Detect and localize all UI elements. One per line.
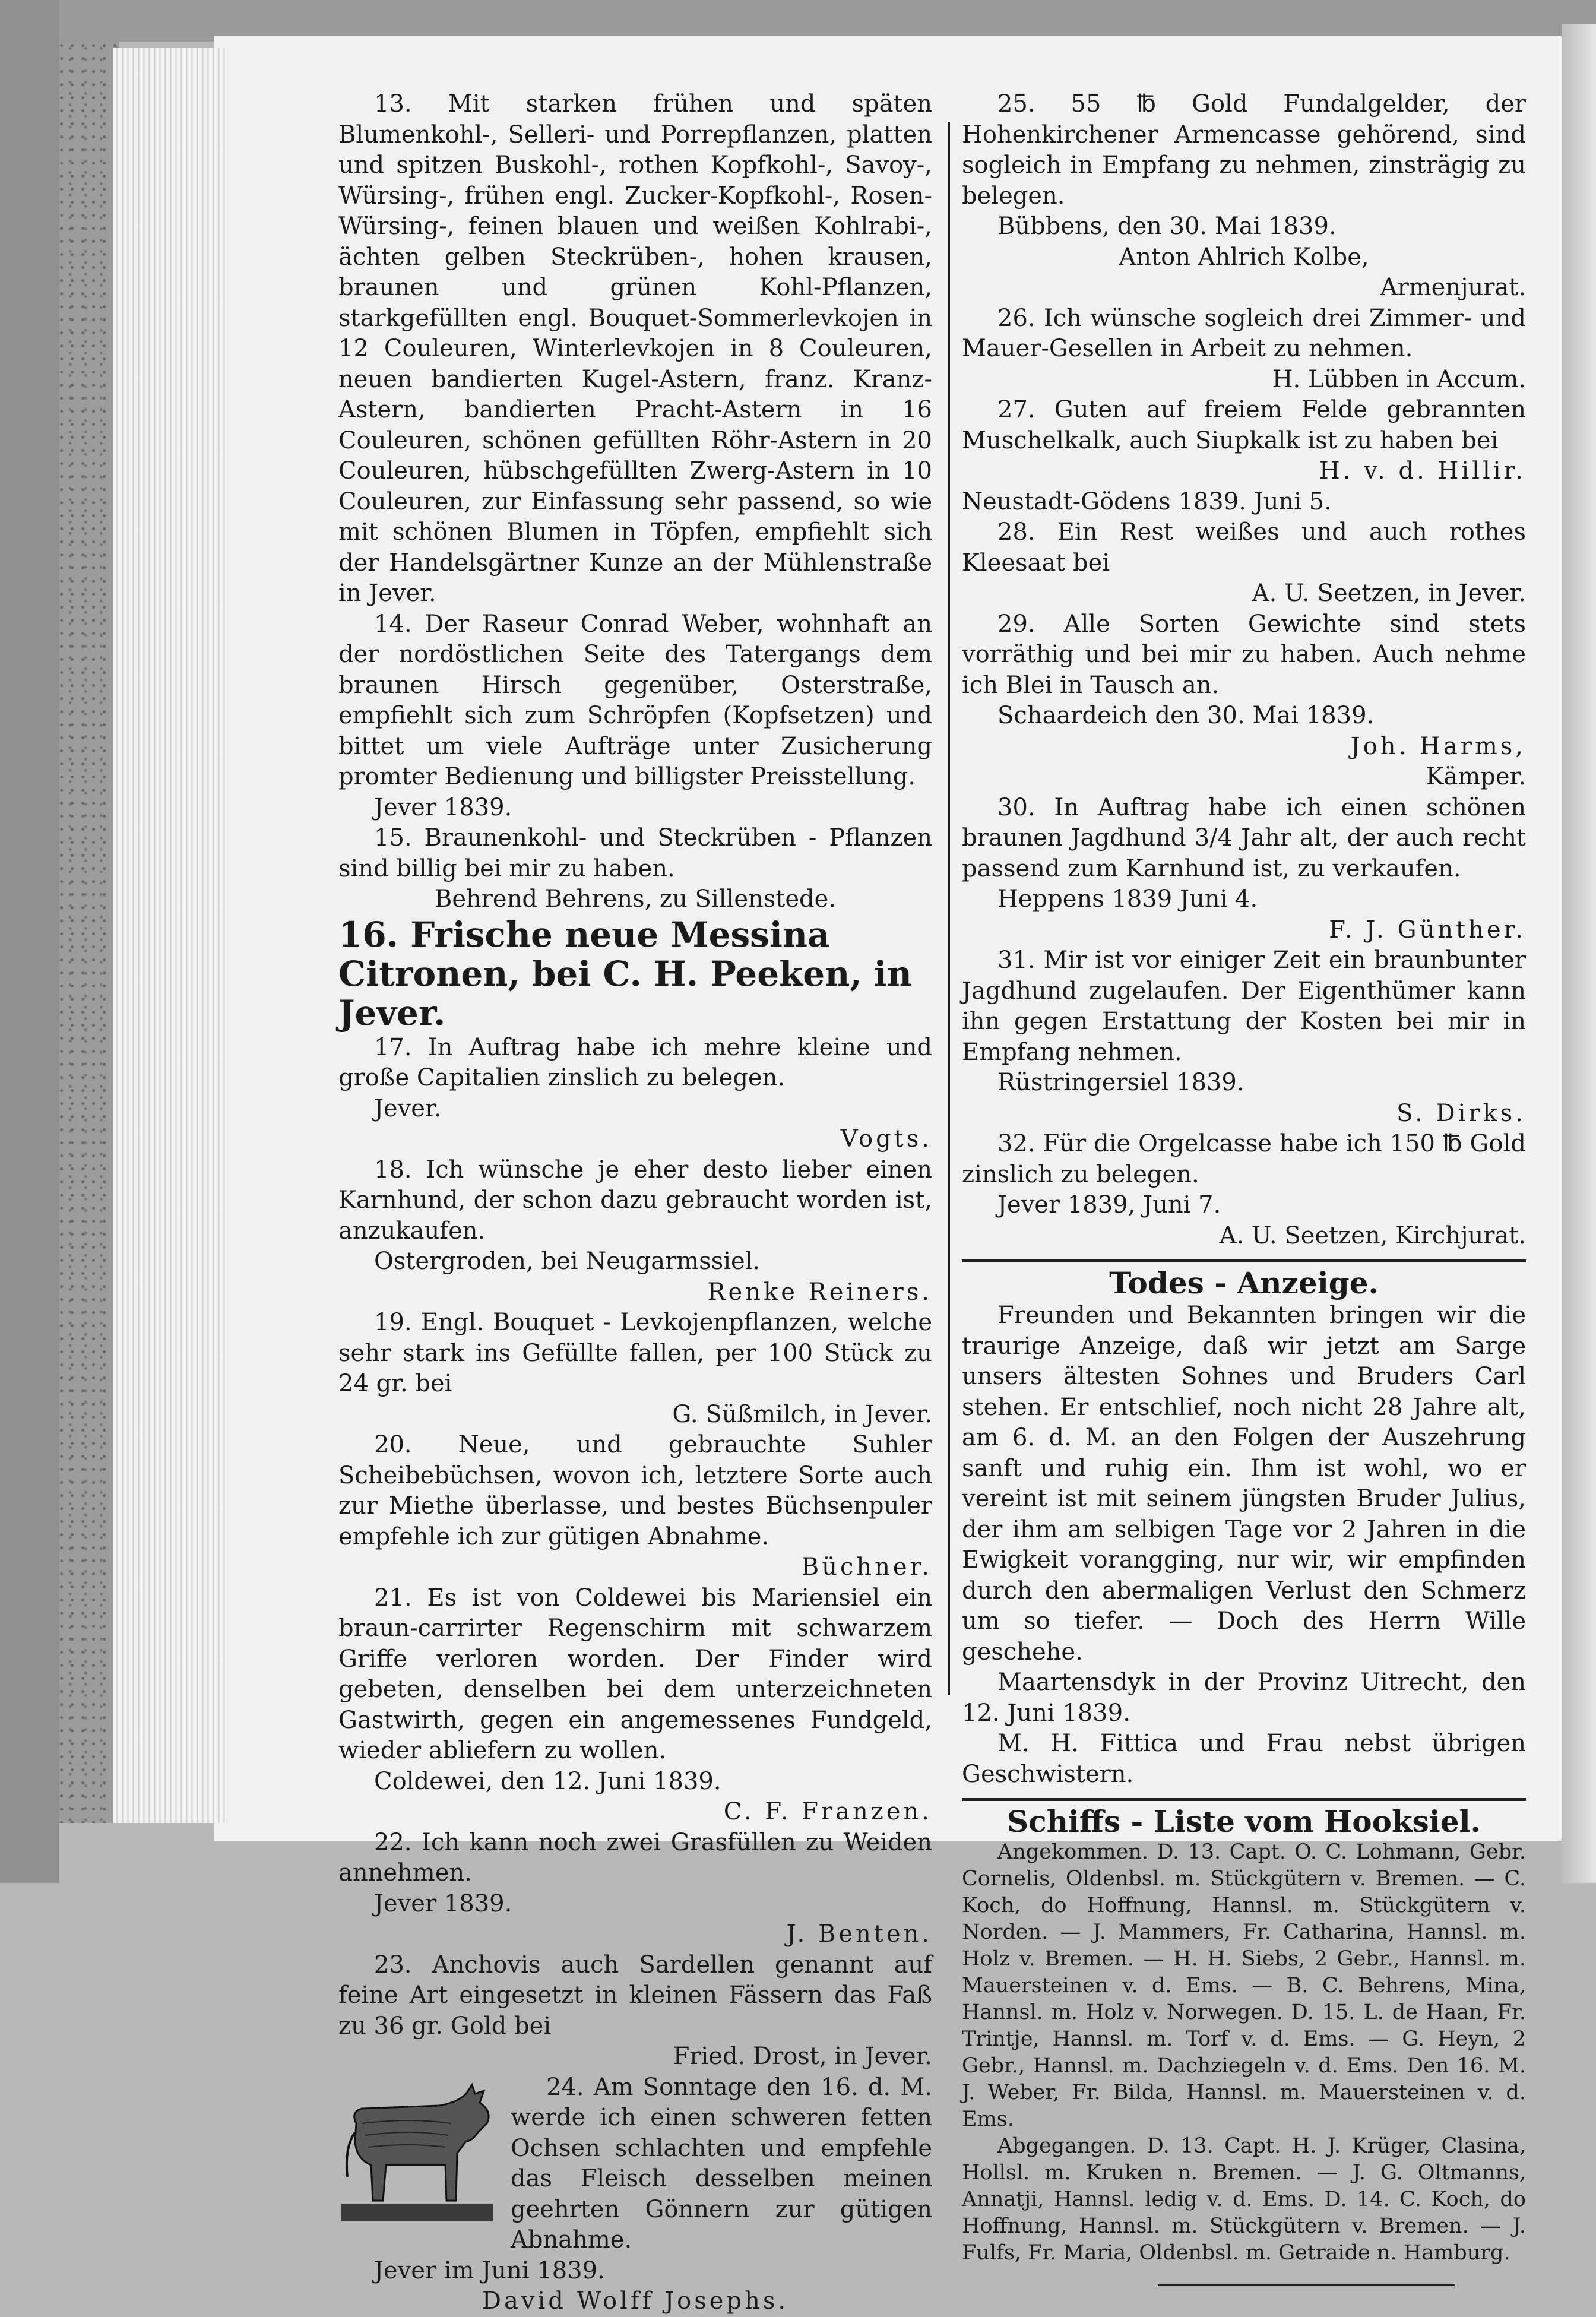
ad-28: 28. Ein Rest weißes und auch rothes Kleesaat bei	[962, 518, 1526, 577]
death-notice-signature: M. H. Fittica und Frau nebst übrigen Geschwistern.	[962, 1730, 1526, 1788]
left-column	[338, 89, 932, 2317]
ad-25-role: Armenjurat.	[1380, 274, 1526, 301]
ad-25: 25. 55 ℔ Gold Fundalgelder, der Hohenkirchener Armencasse gehörend, sind sogleich in Empfang zu nehmen, zinsträgig zu belegen.	[962, 90, 1526, 210]
end-rule	[1158, 2284, 1455, 2286]
ad-25-place: Bübbens, den 30. Mai 1839.	[998, 213, 1337, 240]
ad-31-place: Rüstringersiel 1839.	[998, 1069, 1244, 1096]
ad-14-place: Jever 1839.	[374, 793, 512, 821]
ad-21: 21. Es ist von Coldewei bis Mariensiel ein braun-carrirter Regenschirm mit schwarzem Griffe verloren worden. Der Finder wird gebeten, denselben bei dem unterzeichneten Gastwirth, gegen ein angemessenes Fundgeld, wieder abliefern zu wollen.	[338, 1584, 932, 1764]
ad-17: 17. In Auftrag habe ich mehre kleine und große Capitalien zinslich zu belegen.	[338, 1033, 932, 1091]
ad-30-place: Heppens 1839 Juni 4.	[998, 885, 1258, 913]
ad-28-signature: A. U. Seetzen, in Jever.	[1252, 580, 1526, 607]
ad-17-place: Jever.	[374, 1094, 442, 1122]
book-cover-edge	[59, 42, 119, 1823]
ad-22-place: Jever 1839.	[374, 1889, 512, 1917]
ad-23: 23. Anchovis auch Sardellen genannt auf feine Art eingesetzt in kleinen Fässern das Faß zu 36 gr. Gold bei	[338, 1951, 932, 2040]
book-gutter	[1562, 24, 1596, 1883]
ad-29-role: Kämper.	[1426, 763, 1526, 790]
ad-26-signature: H. Lübben in Accum.	[1272, 365, 1526, 393]
column-divider	[948, 122, 950, 1695]
scan-background-left	[0, 0, 59, 1883]
ad-15-signature: Behrend Behrens, zu Sillenstede.	[434, 885, 837, 913]
death-notice-heading: Todes - Anzeige.	[1109, 1265, 1379, 1300]
section-rule	[962, 1798, 1526, 1801]
ad-30-signature: F. J. Günther.	[1329, 916, 1526, 944]
ad-22-signature: J. Benten.	[786, 1920, 932, 1948]
ad-32-signature: A. U. Seetzen, Kirchjurat.	[1219, 1221, 1526, 1249]
ship-list-departed: Abgegangen. D. 13. Capt. H. J. Krüger, Clasina, Hollsl. m. Kruken n. Bremen. — J. G. Oltmanns, Annatji, Hannsl. ledig v. d. Ems. D. 14. C. Koch, do Hoffnung, Hannsl. m. Stückgütern v. Bremen. — J. Fulfs, Fr. Maria, Oldenbsl. m. Getraide n. Hamburg.	[962, 2134, 1526, 2265]
ad-32: 32. Für die Orgelcasse habe ich 150 ℔ Gold zinslich zu belegen.	[962, 1130, 1526, 1188]
ship-list-heading: Schiffs - Liste vom Hooksiel.	[1007, 1804, 1481, 1839]
ad-26: 26. Ich wünsche sogleich drei Zimmer- und Mauer-Gesellen in Arbeit zu nehmen.	[962, 304, 1526, 362]
ad-20: 20. Neue, und gebrauchte Suhler Scheibebüchsen, wovon ich, letztere Sorte auch zur Miethe überlasse, und bestes Büchsenpuler empfehle ich zur gütigen Abnahme.	[338, 1431, 932, 1550]
ad-30: 30. In Auftrag habe ich einen schönen braunen Jagdhund 3/4 Jahr alt, der auch recht passend zum Karnhund ist, zu verkaufen.	[962, 793, 1526, 882]
ad-16: 16. Frische neue Messina Citronen, bei C. H. Peeken, in Jever.	[338, 914, 912, 1033]
ad-19: 19. Engl. Bouquet - Levkojenpflanzen, welche sehr stark ins Gefüllte fallen, per 100 Stück zu 24 gr. bei	[338, 1309, 932, 1397]
ad-24-signature: David Wolff Josephs.	[482, 2287, 789, 2315]
ad-22: 22. Ich kann noch zwei Grasfüllen zu Weiden annehmen.	[338, 1828, 932, 1886]
death-notice-text: Freunden und Bekannten bringen wir die traurige Anzeige, daß wir jetzt am Sarge unsers ältesten Sohnes und Bruders Carl stehen. Er entschlief, noch nicht 28 Jahre alt, am 6. d. M. an den Folgen der Auszehrung sanft und ruhig ein. Ihm ist wohl, wo er vereint ist mit seinem jüngsten Bruder Julius, der ihm am selbigen Tage vor 2 Jahren in die Ewigkeit vorangging, nur wir, wir empfinden durch den abermaligen Verlust den Schmerz um so tiefer. — Doch des Herrn Wille geschehe.	[962, 1302, 1526, 1666]
ad-27-signature: H. v. d. Hillir.	[1319, 457, 1526, 485]
ad-18-signature: Renke Reiners.	[707, 1278, 932, 1306]
ad-31-signature: S. Dirks.	[1396, 1099, 1526, 1127]
ad-29-signature: Joh. Harms,	[1350, 732, 1526, 760]
death-notice-place: Maartensdyk in der Provinz Uitrecht, den 12. Juni 1839.	[962, 1669, 1526, 1727]
ad-24-place: Jever im Juni 1839.	[374, 2256, 605, 2284]
ad-18: 18. Ich wünsche je eher desto lieber einen Karnhund, der schon dazu gebraucht worden ist, anzukaufen.	[338, 1156, 932, 1245]
ad-32-place: Jever 1839, Juni 7.	[998, 1191, 1221, 1218]
ad-27-place: Neustadt-Gödens 1839. Juni 5.	[962, 488, 1332, 515]
ad-27: 27. Guten auf freiem Felde gebrannten Muschelkalk, auch Siupkalk ist zu haben bei	[962, 396, 1526, 454]
ad-17-signature: Vogts.	[840, 1125, 932, 1153]
ad-29-place: Schaardeich den 30. Mai 1839.	[998, 702, 1375, 729]
ad-24-block	[338, 2072, 932, 2256]
ad-20-signature: Büchner.	[801, 1553, 932, 1581]
ad-13: 13. Mit starken frühen und späten Blumenkohl-, Selleri- und Porrepflanzen, platten und spitzen Buskohl-, rothen Kopfkohl-, Savoy-, Würsing-, frühen engl. Zucker-Kopfkohl-, Rosen-Würsing-, feinen blauen und weißen Kohlrabi-, ächten gelben Steckrüben-, hohen krausen, braunen und grünen Kohl-Pflanzen, starkgefüllten engl. Bouquet-Sommerlevkojen in 12 Couleuren, Winterlevkojen in 8 Couleuren, neuen bandierten Kugel-Astern, franz. Kranz-Astern, bandierten Pracht-Astern in 16 Couleuren, schönen gefüllten Röhr-Astern in 20 Couleuren, hübschgefüllten Zwerg-Astern in 10 Couleuren, zur Einfassung sehr passend, so wie mit schönen Blumen in Töpfen, empfiehlt sich der Handelsgärtner Kunze an der Mühlenstraße in Jever.	[338, 90, 932, 607]
ad-25-signature: Anton Ahlrich Kolbe,	[1119, 243, 1369, 271]
ad-24: 24. Am Sonntage den 16. d. M. werde ich einen schweren fetten Ochsen schlachten und empfehle das Fleisch desselben meinen geehrten Gönnern zur gütigen Abnahme.	[511, 2073, 932, 2253]
ox-woodcut-image	[338, 2076, 499, 2224]
section-rule	[962, 1259, 1526, 1262]
ad-15: 15. Braunenkohl- und Steckrüben - Pflanzen sind billig bei mir zu haben.	[338, 824, 932, 882]
ad-19-signature: G. Süßmilch, in Jever.	[672, 1400, 932, 1428]
ship-list-arrived: Angekommen. D. 13. Capt. O. C. Lohmann, Gebr. Cornelis, Oldenbsl. m. Stückgütern v. Bremen. — C. Koch, do Hoffnung, Hannsl. m. Stückgütern v. Norden. — J. Mammers, Fr. Catharina, Hannsl. m. Holz v. Bremen. — H. H. Siebs, 2 Gebr., Hannsl. m. Mauersteinen v. d. Ems. — B. C. Behrens, Mina, Hannsl. m. Holz v. Norwegen. D. 15. L. de Haan, Fr. Trintje, Hannsl. m. Torf v. d. Ems. — G. Heyn, 2 Gebr., Hannsl. m. Dachziegeln v. d. Ems. Den 16. M. J. Weber, Fr. Bilda, Hannsl. m. Mauersteinen v. d. Ems.	[962, 1840, 1526, 2131]
ad-18-place: Ostergroden, bei Neugarmssiel.	[374, 1248, 761, 1275]
ad-21-signature: C. F. Franzen.	[723, 1798, 932, 1825]
ad-23-signature: Fried. Drost, in Jever.	[673, 2043, 932, 2070]
ad-21-place: Coldewei, den 12. Juni 1839.	[374, 1767, 721, 1795]
ad-31: 31. Mir ist vor einiger Zeit ein braunbunter Jagdhund zugelaufen. Der Eigenthümer kann ihn gegen Erstattung der Kosten bei mir in Empfang nehmen.	[962, 947, 1526, 1066]
ad-29: 29. Alle Sorten Gewichte sind stets vorräthig und bei mir zu haben. Auch nehme ich Blei in Tausch an.	[962, 610, 1526, 699]
right-column	[962, 89, 1526, 2286]
book-page-edges	[113, 48, 226, 1823]
ad-14: 14. Der Raseur Conrad Weber, wohnhaft an der nordöstlichen Seite des Tatergangs dem braunen Hirsch gegenüber, Osterstraße, empfiehlt sich zum Schröpfen (Kopfsetzen) und bittet um viele Aufträge unter Zusicherung promter Bedienung und billigster Preisstellung.	[338, 610, 932, 790]
